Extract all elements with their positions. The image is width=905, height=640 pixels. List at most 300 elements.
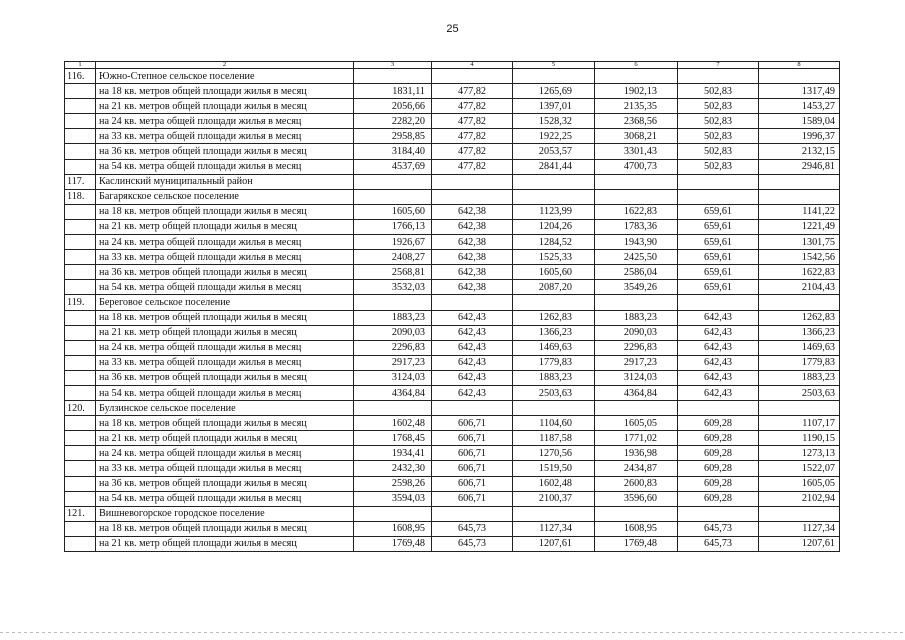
value-cell: 642,43 <box>432 340 513 355</box>
empty-index-cell <box>65 84 96 99</box>
value-cell: 642,43 <box>432 355 513 370</box>
value-cell: 3594,03 <box>354 491 432 506</box>
table-row <box>65 250 840 265</box>
empty-index-cell <box>65 159 96 174</box>
empty-cell <box>513 69 595 84</box>
value-cell: 2282,20 <box>354 114 432 129</box>
value-cell: 2600,83 <box>595 476 678 491</box>
row-label: на 24 кв. метра общей площади жилья в месяц <box>96 340 354 355</box>
value-cell: 1265,69 <box>513 84 595 99</box>
empty-cell <box>678 295 759 310</box>
section-title: Береговое сельское поселение <box>96 295 354 310</box>
value-cell: 1769,48 <box>354 536 432 551</box>
value-cell: 1769,48 <box>595 536 678 551</box>
table-row <box>65 521 840 536</box>
value-cell: 2958,85 <box>354 129 432 144</box>
value-cell: 2586,04 <box>595 265 678 280</box>
value-cell: 2296,83 <box>354 340 432 355</box>
empty-cell <box>595 295 678 310</box>
value-cell: 1273,13 <box>759 446 840 461</box>
value-cell: 642,43 <box>678 340 759 355</box>
row-label: на 21 кв. метр общей площади жилья в месяц <box>96 536 354 551</box>
value-cell: 502,83 <box>678 129 759 144</box>
value-cell: 477,82 <box>432 114 513 129</box>
column-number: 7 <box>678 62 759 69</box>
row-label: на 21 кв. метр общей площади жилья в месяц <box>96 431 354 446</box>
value-cell: 1783,36 <box>595 219 678 234</box>
value-cell: 642,38 <box>432 235 513 250</box>
row-label: на 33 кв. метра общей площади жилья в месяц <box>96 461 354 476</box>
empty-cell <box>432 506 513 521</box>
row-label: на 24 кв. метра общей площади жилья в месяц <box>96 114 354 129</box>
value-cell: 1141,22 <box>759 204 840 219</box>
value-cell: 2425,50 <box>595 250 678 265</box>
value-cell: 1934,41 <box>354 446 432 461</box>
row-label: на 36 кв. метров общей площади жилья в месяц <box>96 476 354 491</box>
value-cell: 1469,63 <box>513 340 595 355</box>
section-index: 117. <box>65 174 96 189</box>
empty-index-cell <box>65 355 96 370</box>
row-label: на 18 кв. метров общей площади жилья в месяц <box>96 84 354 99</box>
value-cell: 1883,23 <box>513 370 595 385</box>
value-cell: 1883,23 <box>595 310 678 325</box>
section-index: 119. <box>65 295 96 310</box>
section-index: 120. <box>65 401 96 416</box>
value-cell: 1262,83 <box>759 310 840 325</box>
table-row <box>65 310 840 325</box>
value-cell: 1366,23 <box>759 325 840 340</box>
section-row <box>65 506 840 521</box>
value-cell: 2503,63 <box>513 385 595 400</box>
value-cell: 3549,26 <box>595 280 678 295</box>
value-cell: 609,28 <box>678 476 759 491</box>
empty-index-cell <box>65 114 96 129</box>
value-cell: 1528,32 <box>513 114 595 129</box>
empty-cell <box>513 189 595 204</box>
empty-cell <box>678 189 759 204</box>
value-cell: 609,28 <box>678 461 759 476</box>
row-label: на 33 кв. метра общей площади жилья в месяц <box>96 129 354 144</box>
value-cell: 645,73 <box>432 521 513 536</box>
value-cell: 1207,61 <box>513 536 595 551</box>
empty-cell <box>432 189 513 204</box>
value-cell: 477,82 <box>432 99 513 114</box>
section-row <box>65 295 840 310</box>
table-row <box>65 235 840 250</box>
empty-cell <box>759 401 840 416</box>
empty-cell <box>595 189 678 204</box>
row-label: на 21 кв. метр общей площади жилья в месяц <box>96 219 354 234</box>
empty-cell <box>354 401 432 416</box>
table-row <box>65 446 840 461</box>
value-cell: 1622,83 <box>759 265 840 280</box>
section-row <box>65 401 840 416</box>
section-row <box>65 189 840 204</box>
row-label: на 33 кв. метра общей площади жилья в месяц <box>96 355 354 370</box>
value-cell: 3596,60 <box>595 491 678 506</box>
value-cell: 2087,20 <box>513 280 595 295</box>
value-cell: 2432,30 <box>354 461 432 476</box>
value-cell: 659,61 <box>678 204 759 219</box>
empty-cell <box>678 174 759 189</box>
row-label: на 54 кв. метра общей площади жилья в месяц <box>96 280 354 295</box>
empty-index-cell <box>65 340 96 355</box>
row-label: на 21 кв. метров общей площади жилья в месяц <box>96 99 354 114</box>
value-cell: 4364,84 <box>595 385 678 400</box>
value-cell: 1779,83 <box>759 355 840 370</box>
row-label: на 18 кв. метров общей площади жилья в месяц <box>96 416 354 431</box>
value-cell: 645,73 <box>432 536 513 551</box>
value-cell: 2132,15 <box>759 144 840 159</box>
value-cell: 609,28 <box>678 416 759 431</box>
value-cell: 642,43 <box>432 310 513 325</box>
empty-index-cell <box>65 265 96 280</box>
value-cell: 2053,57 <box>513 144 595 159</box>
column-number: 8 <box>759 62 840 69</box>
empty-index-cell <box>65 476 96 491</box>
table-row <box>65 84 840 99</box>
value-cell: 659,61 <box>678 265 759 280</box>
value-cell: 642,43 <box>432 370 513 385</box>
empty-index-cell <box>65 521 96 536</box>
value-cell: 606,71 <box>432 461 513 476</box>
table-row <box>65 385 840 400</box>
empty-index-cell <box>65 491 96 506</box>
value-cell: 2598,26 <box>354 476 432 491</box>
value-cell: 502,83 <box>678 144 759 159</box>
column-number-row <box>65 62 840 69</box>
value-cell: 1608,95 <box>354 521 432 536</box>
empty-cell <box>759 506 840 521</box>
value-cell: 3068,21 <box>595 129 678 144</box>
value-cell: 1602,48 <box>513 476 595 491</box>
column-number: 4 <box>432 62 513 69</box>
value-cell: 2568,81 <box>354 265 432 280</box>
value-cell: 1104,60 <box>513 416 595 431</box>
empty-index-cell <box>65 385 96 400</box>
section-row <box>65 174 840 189</box>
value-cell: 609,28 <box>678 431 759 446</box>
row-label: на 36 кв. метров общей площади жилья в месяц <box>96 144 354 159</box>
empty-index-cell <box>65 325 96 340</box>
page-number: 25 <box>446 23 459 35</box>
empty-cell <box>595 174 678 189</box>
section-title: Южно-Степное сельское поселение <box>96 69 354 84</box>
value-cell: 1768,45 <box>354 431 432 446</box>
value-cell: 642,43 <box>678 355 759 370</box>
value-cell: 477,82 <box>432 159 513 174</box>
table-row <box>65 280 840 295</box>
value-cell: 659,61 <box>678 250 759 265</box>
empty-cell <box>354 69 432 84</box>
value-cell: 1943,90 <box>595 235 678 250</box>
empty-cell <box>759 295 840 310</box>
value-cell: 1936,98 <box>595 446 678 461</box>
tariff-table <box>64 61 840 552</box>
empty-cell <box>432 295 513 310</box>
value-cell: 642,43 <box>678 325 759 340</box>
value-cell: 1779,83 <box>513 355 595 370</box>
value-cell: 4537,69 <box>354 159 432 174</box>
table-row <box>65 355 840 370</box>
value-cell: 642,38 <box>432 280 513 295</box>
table-row <box>65 491 840 506</box>
section-title: Каслинский муниципальный район <box>96 174 354 189</box>
value-cell: 609,28 <box>678 491 759 506</box>
value-cell: 3301,43 <box>595 144 678 159</box>
table-row <box>65 265 840 280</box>
value-cell: 3532,03 <box>354 280 432 295</box>
value-cell: 4364,84 <box>354 385 432 400</box>
empty-index-cell <box>65 280 96 295</box>
value-cell: 606,71 <box>432 416 513 431</box>
value-cell: 1883,23 <box>354 310 432 325</box>
value-cell: 642,43 <box>678 310 759 325</box>
value-cell: 2090,03 <box>354 325 432 340</box>
empty-index-cell <box>65 235 96 250</box>
empty-cell <box>595 401 678 416</box>
value-cell: 1284,52 <box>513 235 595 250</box>
column-number: 5 <box>513 62 595 69</box>
value-cell: 1397,01 <box>513 99 595 114</box>
value-cell: 1766,13 <box>354 219 432 234</box>
value-cell: 2296,83 <box>595 340 678 355</box>
row-label: на 54 кв. метра общей площади жилья в месяц <box>96 491 354 506</box>
column-number: 6 <box>595 62 678 69</box>
value-cell: 1922,25 <box>513 129 595 144</box>
value-cell: 1107,17 <box>759 416 840 431</box>
value-cell: 659,61 <box>678 235 759 250</box>
row-label: на 24 кв. метра общей площади жилья в месяц <box>96 235 354 250</box>
value-cell: 2135,35 <box>595 99 678 114</box>
table-row <box>65 340 840 355</box>
empty-cell <box>759 174 840 189</box>
value-cell: 642,38 <box>432 204 513 219</box>
value-cell: 1127,34 <box>759 521 840 536</box>
value-cell: 1525,33 <box>513 250 595 265</box>
value-cell: 1270,56 <box>513 446 595 461</box>
table-row <box>65 144 840 159</box>
empty-cell <box>354 506 432 521</box>
empty-cell <box>759 189 840 204</box>
value-cell: 642,38 <box>432 250 513 265</box>
value-cell: 4700,73 <box>595 159 678 174</box>
value-cell: 1542,56 <box>759 250 840 265</box>
empty-index-cell <box>65 129 96 144</box>
empty-cell <box>513 506 595 521</box>
value-cell: 642,43 <box>678 385 759 400</box>
value-cell: 659,61 <box>678 219 759 234</box>
table-row <box>65 416 840 431</box>
empty-index-cell <box>65 461 96 476</box>
row-label: на 54 кв. метра общей площади жилья в месяц <box>96 385 354 400</box>
table-row <box>65 204 840 219</box>
value-cell: 642,38 <box>432 219 513 234</box>
empty-index-cell <box>65 250 96 265</box>
value-cell: 1926,67 <box>354 235 432 250</box>
empty-cell <box>595 506 678 521</box>
empty-cell <box>759 69 840 84</box>
value-cell: 606,71 <box>432 491 513 506</box>
empty-index-cell <box>65 204 96 219</box>
row-label: на 18 кв. метров общей площади жилья в месяц <box>96 204 354 219</box>
value-cell: 642,43 <box>432 325 513 340</box>
value-cell: 2917,23 <box>354 355 432 370</box>
empty-index-cell <box>65 370 96 385</box>
value-cell: 606,71 <box>432 431 513 446</box>
row-label: на 18 кв. метров общей площади жилья в месяц <box>96 310 354 325</box>
value-cell: 502,83 <box>678 159 759 174</box>
table-row <box>65 129 840 144</box>
value-cell: 609,28 <box>678 446 759 461</box>
empty-index-cell <box>65 310 96 325</box>
value-cell: 1605,60 <box>513 265 595 280</box>
table-row <box>65 476 840 491</box>
value-cell: 659,61 <box>678 280 759 295</box>
column-number: 3 <box>354 62 432 69</box>
value-cell: 2056,66 <box>354 99 432 114</box>
value-cell: 1589,04 <box>759 114 840 129</box>
value-cell: 2104,43 <box>759 280 840 295</box>
row-label: на 36 кв. метров общей площади жилья в месяц <box>96 370 354 385</box>
section-title: Вишневогорское городское поселение <box>96 506 354 521</box>
empty-cell <box>513 174 595 189</box>
value-cell: 1469,63 <box>759 340 840 355</box>
value-cell: 2090,03 <box>595 325 678 340</box>
row-label: на 24 кв. метра общей площади жилья в месяц <box>96 446 354 461</box>
page-footer-line <box>0 632 905 633</box>
row-label: на 36 кв. метров общей площади жилья в месяц <box>96 265 354 280</box>
empty-cell <box>432 401 513 416</box>
value-cell: 3184,40 <box>354 144 432 159</box>
value-cell: 3124,03 <box>595 370 678 385</box>
value-cell: 2503,63 <box>759 385 840 400</box>
empty-index-cell <box>65 446 96 461</box>
column-number: 1 <box>65 62 96 69</box>
table-row <box>65 370 840 385</box>
table-row <box>65 99 840 114</box>
value-cell: 502,83 <box>678 99 759 114</box>
value-cell: 1187,58 <box>513 431 595 446</box>
empty-cell <box>432 174 513 189</box>
value-cell: 502,83 <box>678 84 759 99</box>
row-label: на 18 кв. метров общей площади жилья в месяц <box>96 521 354 536</box>
value-cell: 477,82 <box>432 84 513 99</box>
row-label: на 21 кв. метр общей площади жилья в месяц <box>96 325 354 340</box>
empty-index-cell <box>65 99 96 114</box>
value-cell: 645,73 <box>678 521 759 536</box>
value-cell: 477,82 <box>432 129 513 144</box>
value-cell: 1996,37 <box>759 129 840 144</box>
value-cell: 1902,13 <box>595 84 678 99</box>
value-cell: 1602,48 <box>354 416 432 431</box>
value-cell: 1453,27 <box>759 99 840 114</box>
section-index: 116. <box>65 69 96 84</box>
value-cell: 2946,81 <box>759 159 840 174</box>
empty-cell <box>354 189 432 204</box>
table-row <box>65 325 840 340</box>
empty-cell <box>595 69 678 84</box>
section-row <box>65 69 840 84</box>
table-row <box>65 114 840 129</box>
value-cell: 2917,23 <box>595 355 678 370</box>
table-row <box>65 219 840 234</box>
section-title: Багарякское сельское поселение <box>96 189 354 204</box>
table-row <box>65 536 840 551</box>
value-cell: 642,43 <box>432 385 513 400</box>
empty-cell <box>432 69 513 84</box>
empty-cell <box>678 506 759 521</box>
value-cell: 1522,07 <box>759 461 840 476</box>
empty-cell <box>678 69 759 84</box>
value-cell: 1366,23 <box>513 325 595 340</box>
column-number: 2 <box>96 62 354 69</box>
value-cell: 1608,95 <box>595 521 678 536</box>
value-cell: 1883,23 <box>759 370 840 385</box>
empty-cell <box>513 401 595 416</box>
value-cell: 642,43 <box>678 370 759 385</box>
section-index: 118. <box>65 189 96 204</box>
value-cell: 1605,60 <box>354 204 432 219</box>
value-cell: 1204,26 <box>513 219 595 234</box>
value-cell: 1123,99 <box>513 204 595 219</box>
table-row <box>65 431 840 446</box>
value-cell: 1605,05 <box>759 476 840 491</box>
value-cell: 1127,34 <box>513 521 595 536</box>
value-cell: 606,71 <box>432 446 513 461</box>
row-label: на 54 кв. метра общей площади жилья в месяц <box>96 159 354 174</box>
empty-index-cell <box>65 219 96 234</box>
value-cell: 1262,83 <box>513 310 595 325</box>
section-title: Булзинское сельское поселение <box>96 401 354 416</box>
empty-cell <box>513 295 595 310</box>
empty-index-cell <box>65 431 96 446</box>
value-cell: 477,82 <box>432 144 513 159</box>
value-cell: 1771,02 <box>595 431 678 446</box>
value-cell: 1221,49 <box>759 219 840 234</box>
value-cell: 2368,56 <box>595 114 678 129</box>
table-row <box>65 159 840 174</box>
value-cell: 2100,37 <box>513 491 595 506</box>
value-cell: 1605,05 <box>595 416 678 431</box>
value-cell: 2408,27 <box>354 250 432 265</box>
empty-cell <box>354 174 432 189</box>
value-cell: 1317,49 <box>759 84 840 99</box>
value-cell: 645,73 <box>678 536 759 551</box>
empty-index-cell <box>65 416 96 431</box>
value-cell: 3124,03 <box>354 370 432 385</box>
value-cell: 606,71 <box>432 476 513 491</box>
value-cell: 1301,75 <box>759 235 840 250</box>
empty-index-cell <box>65 144 96 159</box>
table-row <box>65 461 840 476</box>
row-label: на 33 кв. метра общей площади жилья в месяц <box>96 250 354 265</box>
empty-index-cell <box>65 536 96 551</box>
empty-cell <box>354 295 432 310</box>
value-cell: 1207,61 <box>759 536 840 551</box>
value-cell: 502,83 <box>678 114 759 129</box>
section-index: 121. <box>65 506 96 521</box>
empty-cell <box>678 401 759 416</box>
value-cell: 2434,87 <box>595 461 678 476</box>
value-cell: 1831,11 <box>354 84 432 99</box>
value-cell: 1190,15 <box>759 431 840 446</box>
value-cell: 642,38 <box>432 265 513 280</box>
value-cell: 2841,44 <box>513 159 595 174</box>
value-cell: 1622,83 <box>595 204 678 219</box>
value-cell: 1519,50 <box>513 461 595 476</box>
value-cell: 2102,94 <box>759 491 840 506</box>
